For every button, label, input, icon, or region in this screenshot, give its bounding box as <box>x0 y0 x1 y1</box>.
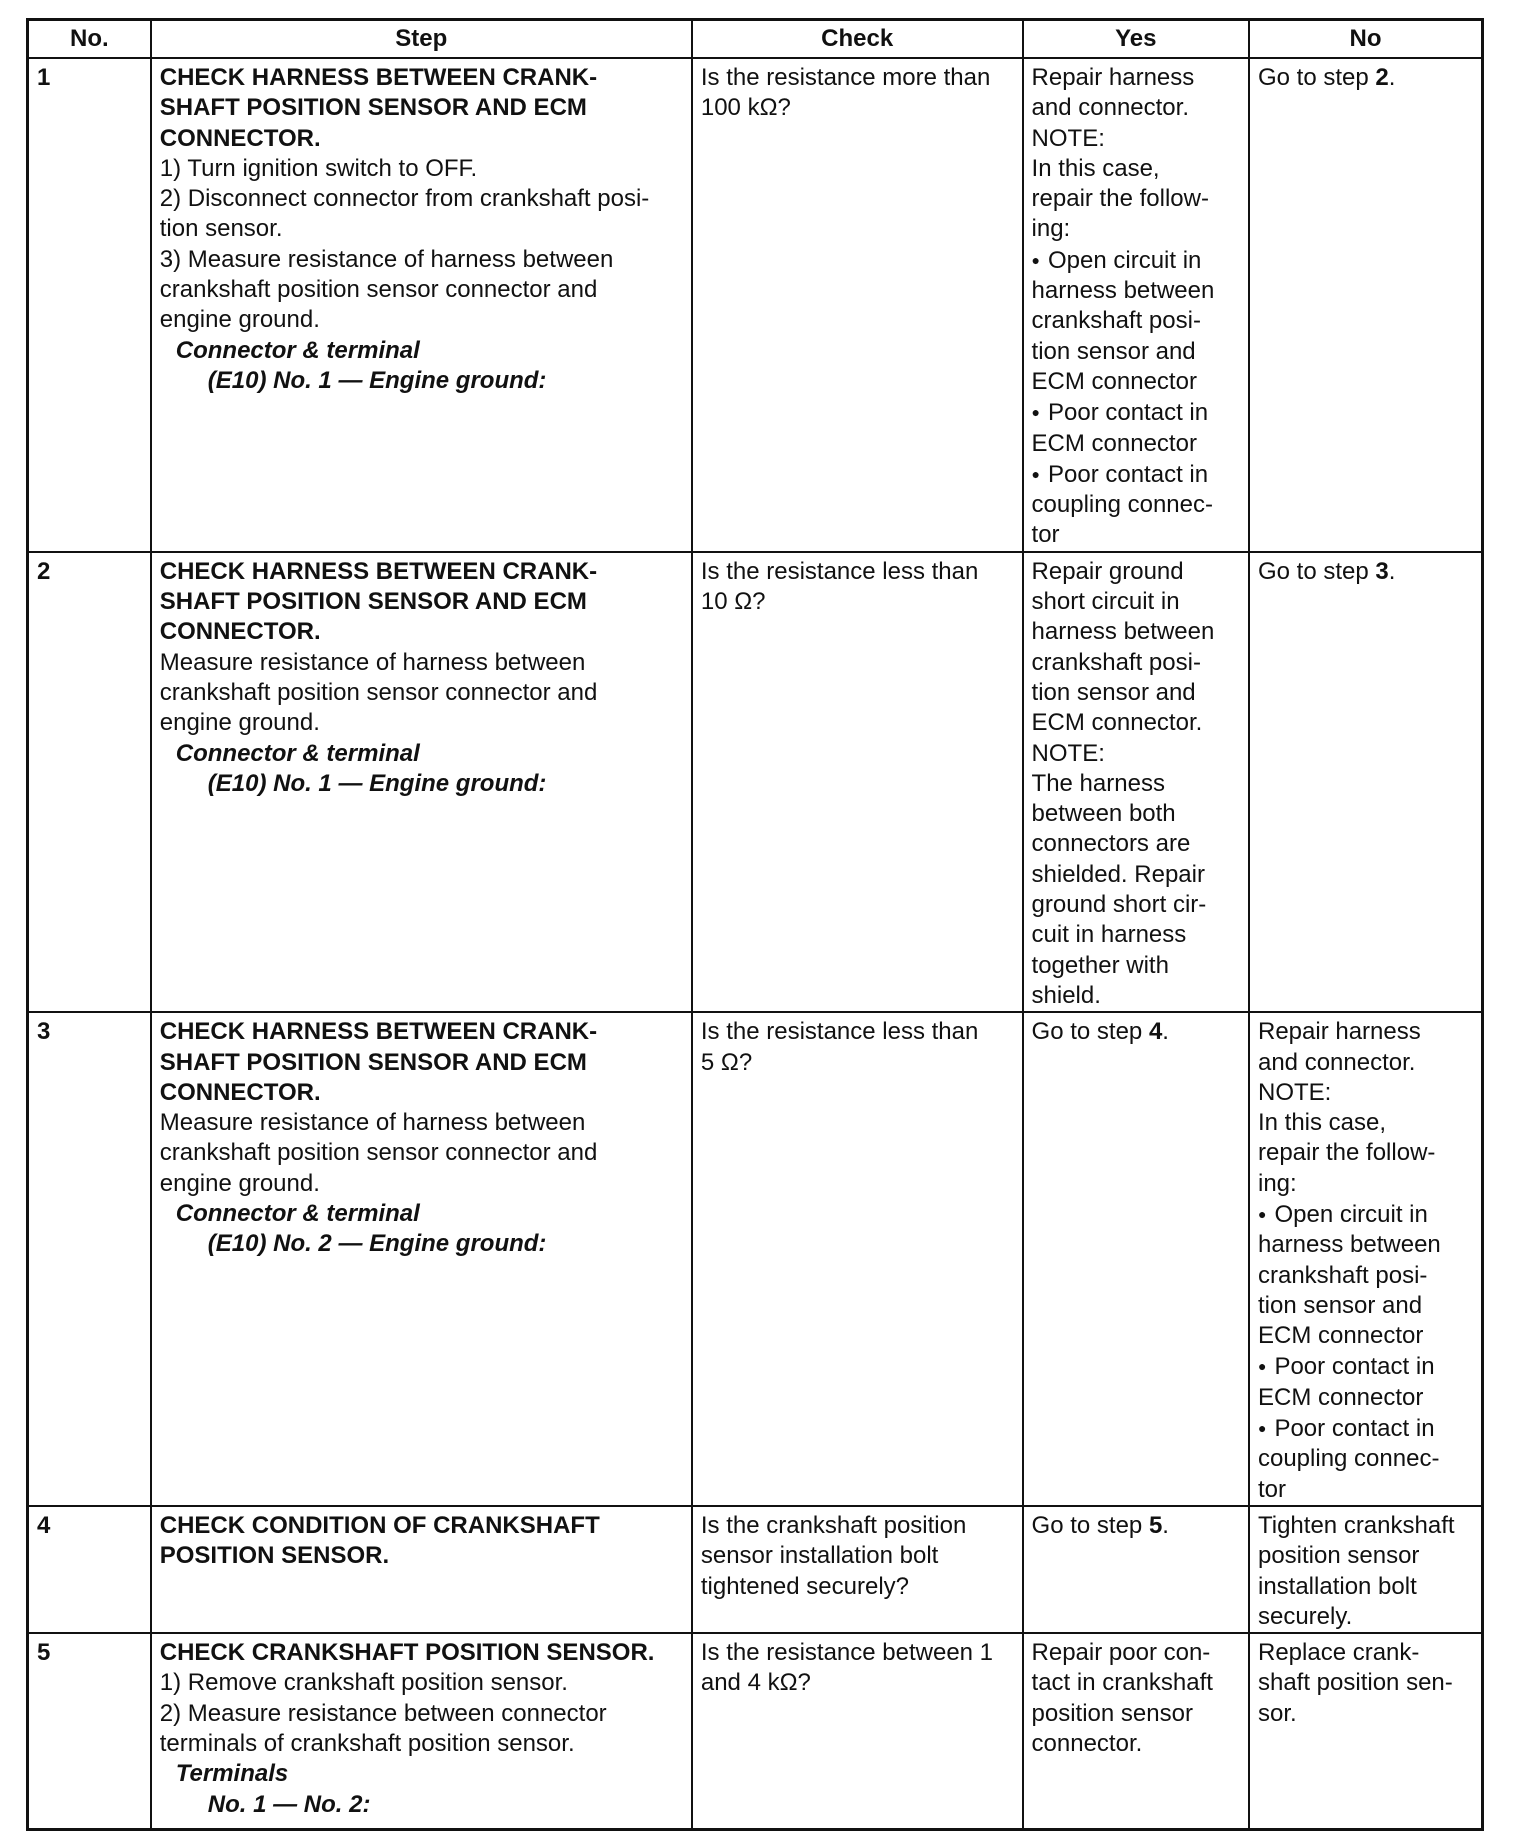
no-line: and connector. <box>1257 1048 1416 1076</box>
yes-line: harness between <box>1031 618 1215 646</box>
yes-line: ground short cir- <box>1031 891 1207 919</box>
step-instruction-line: crankshaft position sensor connector and <box>159 276 598 304</box>
yes-line: tion sensor and <box>1031 678 1196 706</box>
bullet-item-line: coupling connec- <box>1257 1445 1440 1473</box>
go-to-step-text: Go to step 4. <box>1031 1018 1169 1046</box>
step-instruction-line: 3) Measure resistance of harness between <box>159 245 614 273</box>
bullet-item-line: harness between <box>1031 277 1215 305</box>
bullet-item-line: tion sensor and <box>1031 337 1196 365</box>
step-number: 1 <box>28 58 151 552</box>
spec-label: Connector & terminal <box>175 1199 420 1227</box>
step-title-line: CHECK CRANKSHAFT POSITION SENSOR. <box>159 1639 655 1667</box>
yes-line: tact in crankshaft <box>1031 1669 1213 1697</box>
step-cell <box>151 552 692 1012</box>
bullet-item-line: ● Poor contact in <box>1258 1413 1473 1444</box>
bullet-item-line: ● Open circuit in <box>1032 245 1240 276</box>
check-line: 5 Ω? <box>700 1048 753 1076</box>
yes-cell <box>1023 552 1249 1012</box>
no-line: shaft position sen- <box>1257 1669 1453 1697</box>
table-row <box>28 1012 1483 1506</box>
step-title-line: CHECK HARNESS BETWEEN CRANK- <box>159 1018 598 1046</box>
check-line: Is the resistance less than <box>700 557 979 585</box>
yes-line: together with <box>1031 951 1169 979</box>
step-instruction-line: 1) Turn ignition switch to OFF. <box>159 154 478 182</box>
bullet-item-line: harness between <box>1257 1231 1441 1259</box>
bullet-item-line: tor <box>1257 1475 1286 1503</box>
step-instruction-line: crankshaft position sensor connector and <box>159 1139 598 1167</box>
step-title-line: SHAFT POSITION SENSOR AND ECM <box>159 94 587 122</box>
yes-line: NOTE: <box>1031 739 1105 767</box>
no-line: position sensor <box>1257 1542 1420 1570</box>
table-row <box>28 1506 1483 1633</box>
yes-cell <box>1023 1506 1249 1633</box>
step-title-line: CONNECTOR. <box>159 124 321 152</box>
step-instruction-line: 1) Remove crankshaft position sensor. <box>159 1669 568 1697</box>
header-check: Check <box>692 20 1023 59</box>
bullet-item-line: ECM connector <box>1031 429 1197 457</box>
check-cell <box>692 1633 1023 1829</box>
header-yes: Yes <box>1023 20 1249 59</box>
no-line: Repair harness <box>1257 1018 1421 1046</box>
no-line: sor. <box>1257 1699 1297 1727</box>
yes-line: In this case, <box>1031 154 1160 182</box>
step-instruction-line: engine ground. <box>159 709 320 737</box>
spec-label: Connector & terminal <box>175 739 420 767</box>
step-reference: 4 <box>1148 1018 1163 1046</box>
yes-line: NOTE: <box>1031 124 1105 152</box>
step-instruction-line: tion sensor. <box>159 215 283 243</box>
check-cell <box>692 58 1023 552</box>
check-line: sensor installation bolt <box>700 1542 939 1570</box>
yes-line: Repair harness <box>1031 64 1195 91</box>
step-title-line: CONNECTOR. <box>159 1078 321 1106</box>
yes-line: shield. <box>1031 981 1101 1009</box>
yes-line: ECM connector. <box>1031 709 1203 737</box>
yes-line: repair the follow- <box>1031 185 1209 213</box>
step-title-line: SHAFT POSITION SENSOR AND ECM <box>159 588 587 616</box>
bullet-item-line: ● Poor contact in <box>1258 1351 1473 1382</box>
bullet-item-line: ECM connector <box>1257 1383 1424 1411</box>
step-reference: 5 <box>1148 1511 1163 1539</box>
spec-value: (E10) No. 2 — Engine ground: <box>207 1230 547 1258</box>
spec-label: Connector & terminal <box>175 336 420 364</box>
no-line: repair the follow- <box>1257 1139 1436 1167</box>
header-no-result: No <box>1249 20 1483 59</box>
diagnostic-table <box>26 18 1484 1831</box>
no-line: Replace crank- <box>1257 1639 1420 1667</box>
yes-line: shielded. Repair <box>1031 860 1205 888</box>
yes-line: The harness <box>1031 769 1165 797</box>
check-line: 10 Ω? <box>700 588 766 616</box>
spec-value: (E10) No. 1 — Engine ground: <box>207 366 547 394</box>
step-instruction-line: 2) Disconnect connector from crankshaft posi- <box>159 185 650 213</box>
go-to-step-text: Go to step 5. <box>1031 1511 1169 1539</box>
yes-line: cuit in harness <box>1031 921 1187 949</box>
step-instruction-line: Measure resistance of harness between <box>159 648 586 676</box>
bullet-item-line: ● Poor contact in <box>1032 459 1240 490</box>
check-line: Is the resistance less than <box>700 1018 979 1046</box>
bullet-item-line: coupling connec- <box>1031 491 1213 519</box>
no-line: In this case, <box>1257 1109 1387 1137</box>
go-to-step-text: Go to step 3. <box>1257 557 1396 585</box>
no-cell <box>1249 1506 1483 1633</box>
check-cell <box>692 552 1023 1012</box>
no-line: Tighten crankshaft <box>1257 1511 1455 1539</box>
bullet-item-line: ECM connector <box>1031 367 1197 395</box>
check-line: tightened securely? <box>700 1572 909 1600</box>
step-cell <box>151 58 692 552</box>
step-number: 5 <box>28 1633 151 1829</box>
table-row <box>28 552 1483 1012</box>
step-title-line: CHECK CONDITION OF CRANKSHAFT <box>159 1511 600 1539</box>
yes-line: position sensor <box>1031 1699 1193 1727</box>
step-number: 3 <box>28 1012 151 1506</box>
step-cell <box>151 1012 692 1506</box>
no-line: ing: <box>1257 1169 1297 1197</box>
check-cell <box>692 1506 1023 1633</box>
bullet-item-line: ● Poor contact in <box>1032 397 1240 428</box>
go-to-step-text: Go to step 2. <box>1257 64 1396 91</box>
step-reference: 3 <box>1375 557 1389 585</box>
diagnostic-table-page <box>26 18 1484 1831</box>
table-header-row <box>28 20 1483 59</box>
spec-value: No. 1 — No. 2: <box>207 1790 371 1818</box>
bullet-item-line: ECM connector <box>1257 1322 1424 1350</box>
bullet-item-line: crankshaft posi- <box>1031 307 1201 335</box>
step-title-line: CHECK HARNESS BETWEEN CRANK- <box>159 64 598 91</box>
header-step: Step <box>151 20 692 59</box>
yes-line: Repair poor con- <box>1031 1639 1211 1667</box>
no-cell <box>1249 1012 1483 1506</box>
yes-cell <box>1023 1633 1249 1829</box>
step-instruction-line: engine ground. <box>159 1169 320 1197</box>
check-cell <box>692 1012 1023 1506</box>
step-title-line: POSITION SENSOR. <box>159 1542 390 1570</box>
spec-value: (E10) No. 1 — Engine ground: <box>207 769 547 797</box>
yes-line: crankshaft posi- <box>1031 648 1201 676</box>
yes-line: connector. <box>1031 1730 1143 1758</box>
bullet-item-line: crankshaft posi- <box>1257 1261 1428 1289</box>
step-title-line: SHAFT POSITION SENSOR AND ECM <box>159 1048 587 1076</box>
table-row <box>28 58 1483 552</box>
no-line: installation bolt <box>1257 1572 1417 1600</box>
check-line: 100 kΩ? <box>700 94 791 122</box>
step-title-line: CONNECTOR. <box>159 618 321 646</box>
no-cell <box>1249 58 1483 552</box>
yes-line: and connector. <box>1031 94 1189 122</box>
check-line: Is the resistance between 1 <box>700 1639 994 1667</box>
header-no: No. <box>28 20 151 59</box>
bullet-item-line: ● Open circuit in <box>1258 1199 1473 1230</box>
no-line: securely. <box>1257 1602 1353 1630</box>
check-line: Is the crankshaft position <box>700 1511 967 1539</box>
yes-line: between both <box>1031 800 1176 828</box>
step-instruction-line: Measure resistance of harness between <box>159 1109 586 1137</box>
spec-label: Terminals <box>175 1760 289 1788</box>
yes-line: connectors are <box>1031 830 1191 858</box>
no-line: NOTE: <box>1257 1078 1332 1106</box>
step-instruction-line: crankshaft position sensor connector and <box>159 678 598 706</box>
bullet-item-line: tion sensor and <box>1257 1291 1423 1319</box>
step-cell <box>151 1506 692 1633</box>
step-instruction-line: 2) Measure resistance between connector <box>159 1699 607 1727</box>
no-cell <box>1249 1633 1483 1829</box>
step-reference: 2 <box>1375 64 1389 91</box>
step-instruction-line: terminals of crankshaft position sensor. <box>159 1730 575 1758</box>
yes-cell <box>1023 1012 1249 1506</box>
yes-line: Repair ground <box>1031 557 1184 585</box>
yes-line: short circuit in <box>1031 588 1180 616</box>
check-line: and 4 kΩ? <box>700 1669 811 1697</box>
no-cell <box>1249 552 1483 1012</box>
table-row <box>28 1633 1483 1829</box>
yes-line: ing: <box>1031 215 1071 243</box>
bullet-item-line: tor <box>1031 521 1060 549</box>
step-number: 4 <box>28 1506 151 1633</box>
check-line: Is the resistance more than <box>700 64 991 91</box>
step-instruction-line: engine ground. <box>159 306 320 334</box>
step-cell <box>151 1633 692 1829</box>
yes-cell <box>1023 58 1249 552</box>
step-number: 2 <box>28 552 151 1012</box>
step-title-line: CHECK HARNESS BETWEEN CRANK- <box>159 557 598 585</box>
